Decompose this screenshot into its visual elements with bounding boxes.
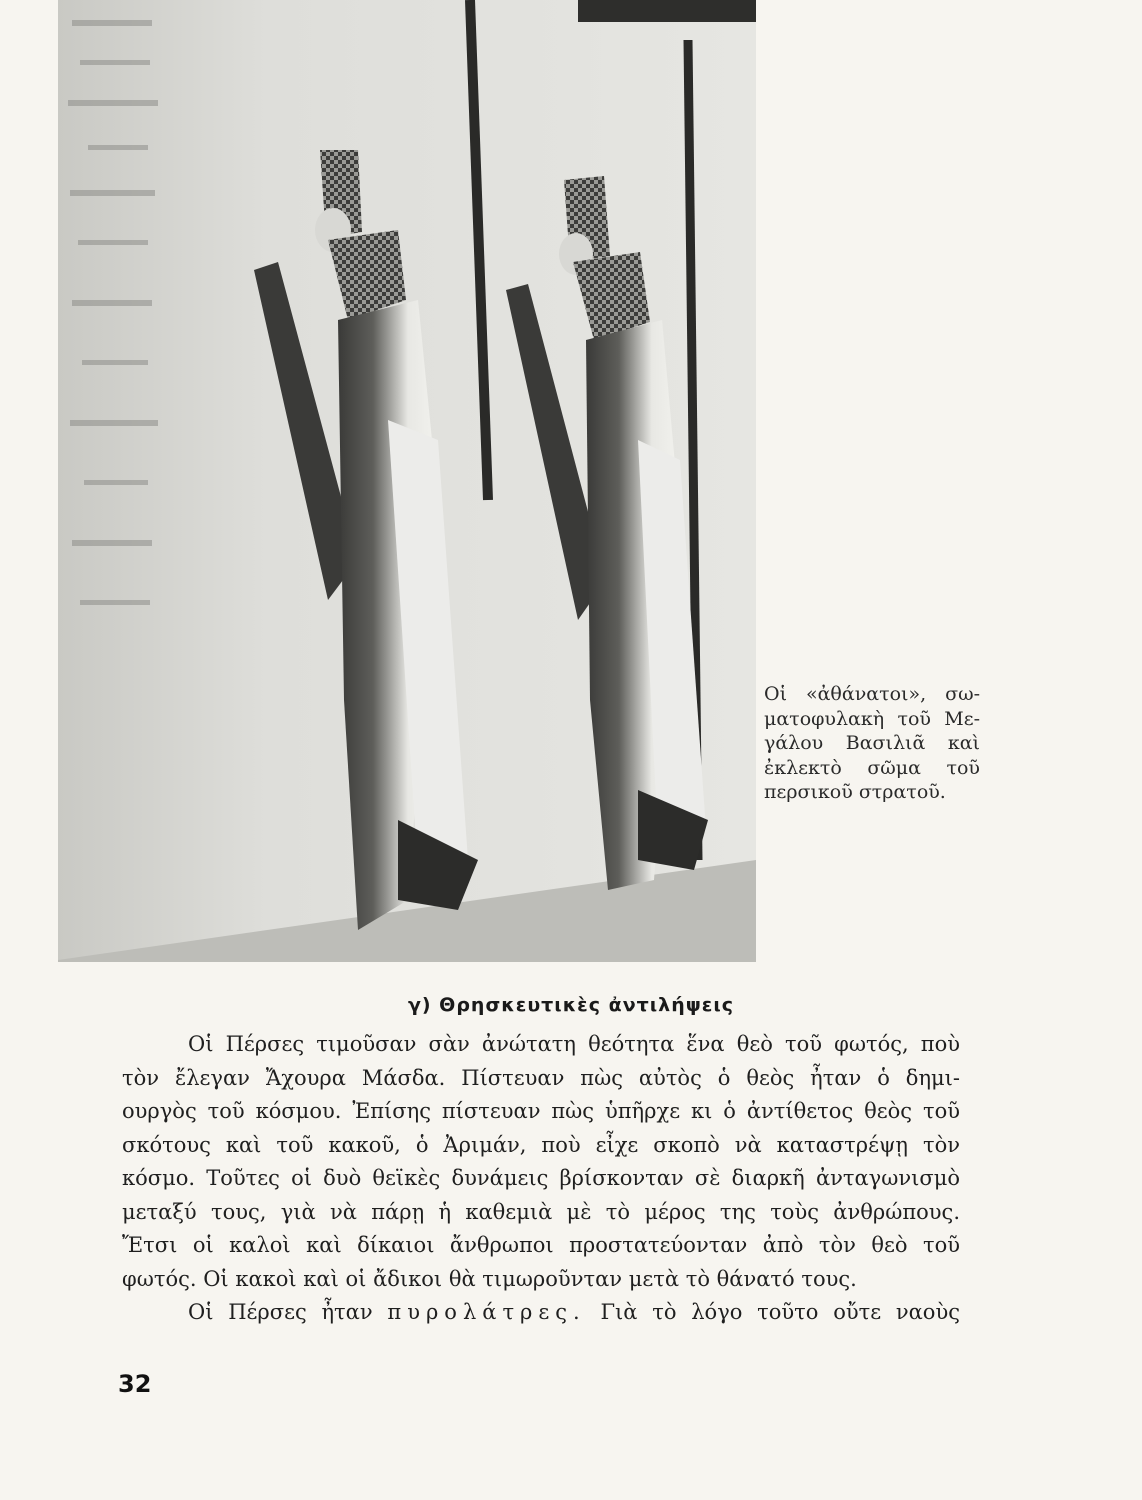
body-line-last bbox=[122, 1296, 960, 1330]
body-line: Ἔτσι οἱ καλοὶ καὶ δίκαιοι ἄνθρωποι προστατεύονταν ἀπὸ τὸν θεὸ τοῦ bbox=[122, 1233, 960, 1257]
caption-line: γάλου Βασιλιᾶ καὶ bbox=[764, 732, 980, 754]
body-line: σκότους καὶ τοῦ κακοῦ, ὁ Ἀριμάν, ποὺ εἶχε σκοπὸ νὰ καταστρέψῃ τὸν bbox=[122, 1132, 960, 1157]
body-line-start: Οἱ Πέρσες ἦταν bbox=[188, 1300, 373, 1324]
body-line: Οἱ Πέρσες τιμοῦσαν σὰν ἀνώτατη θεότητα ἕνα θεὸ τοῦ φωτός, ποὺ bbox=[188, 1032, 960, 1056]
caption-line: ματοφυλακὴ τοῦ Με- bbox=[764, 707, 980, 730]
page-number: 32 bbox=[118, 1370, 152, 1398]
relief-photograph bbox=[58, 0, 756, 962]
body-line: μεταξύ τους, γιὰ νὰ πάρῃ ἡ καθεμιὰ μὲ τὸ μέρος της τοὺς ἀνθρώπους. bbox=[122, 1199, 960, 1224]
body-line: φωτός. Οἱ κακοὶ καὶ οἱ ἄδικοι θὰ τιμωροῦνταν μετὰ τὸ θάνατό τους. bbox=[122, 1266, 857, 1291]
immortals-relief-image bbox=[58, 0, 756, 962]
caption-line: Οἱ «ἀθάνατοι», σω- bbox=[764, 683, 980, 705]
caption-line: περσικοῦ στρατοῦ. bbox=[764, 781, 946, 803]
figure-caption bbox=[764, 682, 980, 805]
body-line: τὸν ἔλεγαν Ἄχουρα Μάσδα. Πίστευαν πὼς αὐτὸς ὁ θεὸς ἦταν ὁ δημι- bbox=[122, 1065, 960, 1090]
body-paragraphs bbox=[122, 1028, 960, 1330]
body-line-end: Γιὰ τὸ λόγο τοῦτο οὔτε ναοὺς bbox=[600, 1300, 960, 1324]
spaced-term: πυρολάτρες. bbox=[387, 1300, 586, 1324]
body-line: ουργὸς τοῦ κόσμου. Ἐπίσης πίστευαν πὼς ὑπῆρχε κι ὁ ἀντίθετος θεὸς τοῦ bbox=[122, 1099, 960, 1123]
section-heading: γ) Θρησκευτικὲς ἀντιλήψεις bbox=[407, 994, 735, 1016]
body-line: κόσμο. Τοῦτες οἱ δυὸ θεϊκὲς δυνάμεις βρίσκονταν σὲ διαρκῆ ἀνταγωνισμὸ bbox=[122, 1166, 960, 1190]
caption-line: ἐκλεκτὸ σῶμα τοῦ bbox=[764, 756, 980, 779]
